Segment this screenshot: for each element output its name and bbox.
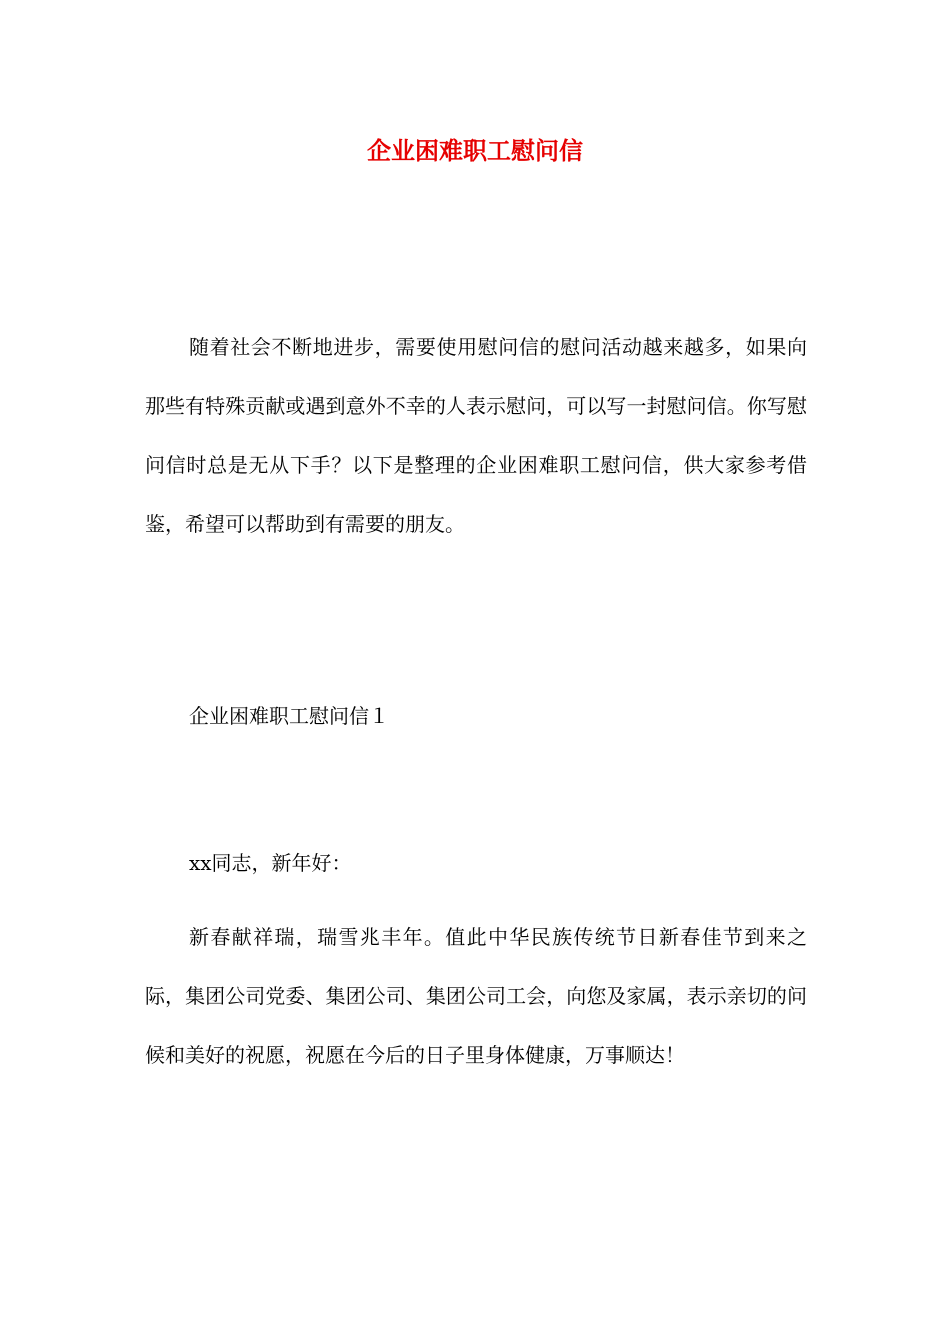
letter-salutation: xx同志，新年好： [189, 851, 352, 875]
letter-body-paragraph: 新春献祥瑞，瑞雪兆丰年。值此中华民族传统节日新春佳节到来之际，集团公司党委、集团公司、集团公司工会，向您及家属，表示亲切的问候和美好的祝愿，祝愿在今后的日子里身体健康，万事顺达！ [145, 925, 807, 1067]
intro-paragraph: 随着社会不断地进步，需要使用慰问信的慰问活动越来越多，如果向那些有特殊贡献或遇到意外不幸的人表示慰问，可以写一封慰问信。你写慰问信时总是无从下手？以下是整理的企业困难职工慰问信，供大家参考借鉴，希望可以帮助到有需要的朋友。 [145, 335, 807, 536]
document-title: 企业困难职工慰问信 [367, 136, 583, 165]
letter-heading: 企业困难职工慰问信１ [189, 704, 389, 728]
